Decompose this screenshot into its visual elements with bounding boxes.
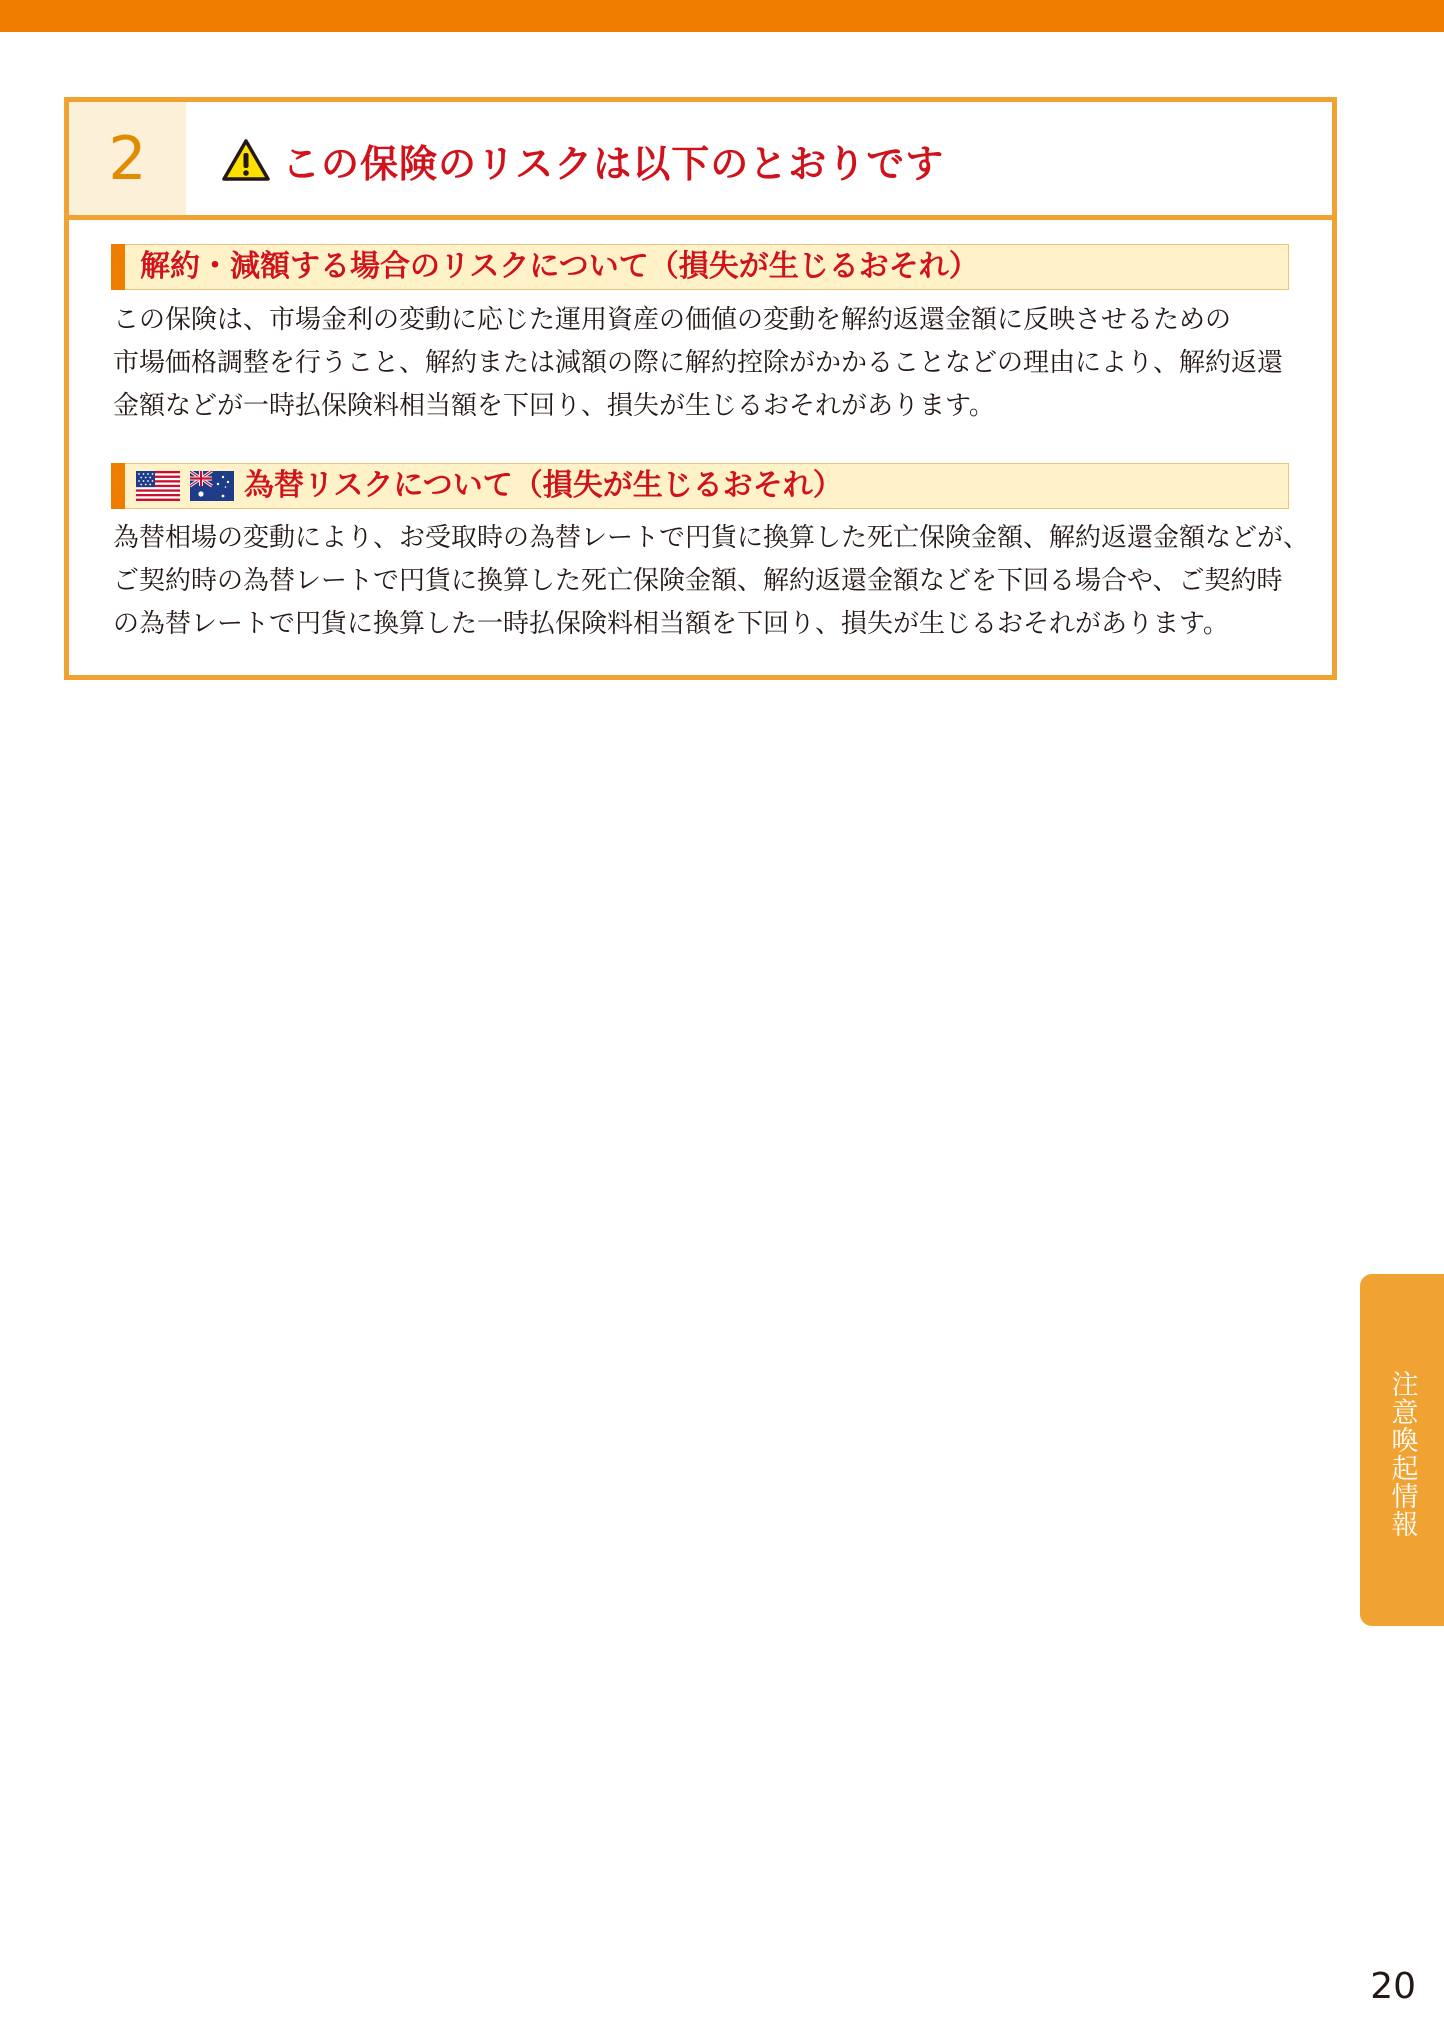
- side-index-tab[interactable]: [1360, 1274, 1444, 1626]
- risk-heading-text: 解約・減額する場合のリスクについて（損失が生じるおそれ）: [140, 249, 979, 284]
- side-tab-label: 注意喚起情報: [1386, 1370, 1418, 1538]
- body-line: 金額などが一時払保険料相当額を下回り、損失が生じるおそれがあります。: [113, 391, 995, 421]
- section-number: 2: [108, 123, 147, 194]
- top-accent-bar: [0, 0, 1444, 32]
- warning-triangle-icon: [222, 138, 270, 182]
- body-line: の為替レートで円貨に換算した一時払保険料相当額を下回り、損失が生じるおそれがあります。: [113, 609, 1229, 639]
- body-line: 為替相場の変動により、お受取時の為替レートで円貨に換算した死亡保険金額、解約返還金額などが、: [113, 523, 1310, 553]
- risk-heading-exchange: [111, 463, 1289, 509]
- australia-flag-icon: [190, 471, 234, 505]
- flag-icons: [136, 471, 234, 505]
- risk-heading-surrender: [111, 244, 1289, 290]
- risk-heading-text: 為替リスクについて（損失が生じるおそれ）: [244, 468, 843, 503]
- section-number-cell: [69, 102, 186, 215]
- risk-section-card: [64, 97, 1337, 680]
- risk-body-surrender: [113, 299, 1313, 428]
- body-line: この保険は、市場金利の変動に応じた運用資産の価値の変動を解約返還金額に反映させるための: [113, 305, 1232, 335]
- section-title: この保険のリスクは以下のとおりです: [282, 141, 945, 186]
- body-line: 市場価格調整を行うこと、解約または減額の際に解約控除がかかることなどの理由により、解約返還: [113, 348, 1284, 378]
- page-number: 20: [1370, 1966, 1416, 2007]
- risk-body-exchange: [113, 517, 1313, 646]
- heading-accent-bar: [111, 463, 125, 509]
- section-title-row: [222, 134, 944, 186]
- heading-accent-bar: [111, 244, 125, 290]
- us-flag-icon: [136, 471, 180, 505]
- section-header: [69, 102, 1332, 220]
- body-line: ご契約時の為替レートで円貨に換算した死亡保険金額、解約返還金額などを下回る場合や、ご契約時: [113, 566, 1283, 596]
